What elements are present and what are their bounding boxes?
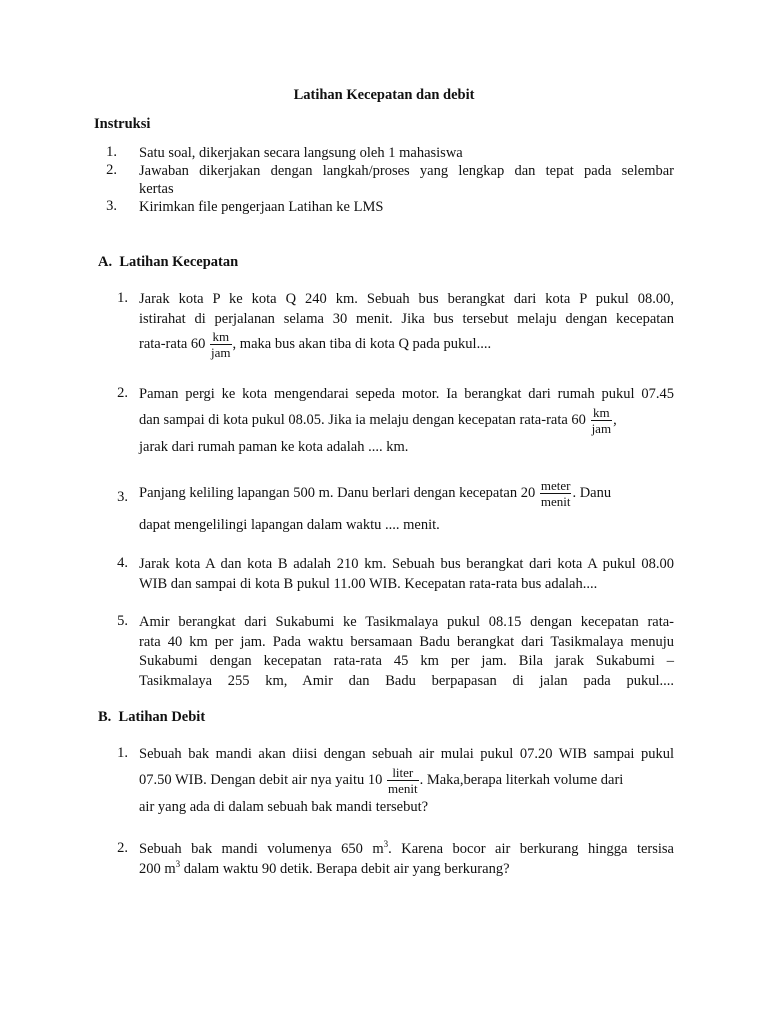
question-line	[139, 840, 674, 860]
question-text: Sebuah bak mandi volumenya 650 m	[139, 841, 384, 857]
fraction-km-per-jam	[210, 329, 232, 360]
instruction-line: kertas	[139, 181, 174, 197]
question-line: jarak dari rumah paman ke kota adalah .... km.	[139, 438, 409, 455]
question-number: 2.	[117, 385, 128, 401]
question-line: dapat mengelilingi lapangan dalam waktu .... menit.	[139, 517, 440, 533]
question-a1	[139, 290, 674, 360]
question-number: 3.	[117, 489, 128, 505]
section-heading-b: B. Latihan Debit	[98, 709, 206, 725]
question-line: Tasikmalaya 255 km, Amir dan Badu berpapasan di jalan pada pukul....	[139, 672, 674, 689]
fraction-numerator: km	[210, 329, 232, 345]
section-heading-a: A. Latihan Kecepatan	[98, 254, 239, 270]
instruction-number: 3.	[106, 198, 117, 214]
question-number: 1.	[117, 290, 128, 306]
fraction-denominator: menit	[387, 780, 418, 796]
question-b2	[139, 840, 674, 879]
instruction-number: 2.	[106, 162, 117, 178]
question-line: istirahat di perjalanan selama 30 menit. Jika bus tersebut melaju dengan kecepatan	[139, 310, 674, 327]
question-line	[139, 329, 674, 360]
superscript: 3	[383, 839, 389, 850]
question-text: dalam waktu 90 detik. Berapa debit air yang berkurang?	[180, 860, 510, 877]
question-number: 4.	[117, 555, 128, 571]
question-a3	[139, 478, 674, 534]
question-a4	[139, 555, 674, 594]
fraction-prefix: dan sampai di kota pukul 08.05. Jika ia melaju dengan kecepatan rata-rata 60	[139, 411, 586, 428]
question-line	[139, 860, 674, 880]
question-line: Sukabumi dengan kecepatan rata-rata 45 km per jam. Bila jarak Sukabumi –	[139, 653, 674, 669]
fraction-numerator: liter	[387, 765, 419, 781]
fraction-km-per-jam	[591, 405, 613, 436]
question-line: rata 40 km per jam. Pada waktu bersamaan Badu berangkat dari Tasikmalaya menuju	[139, 633, 674, 650]
fraction-denominator: jam	[591, 420, 612, 436]
fraction-suffix: . Danu	[572, 484, 612, 501]
question-line: Jarak kota A dan kota B adalah 210 km. Sebuah bus berangkat dari kota A pukul 08.00	[139, 556, 674, 572]
fraction-denominator: jam	[211, 345, 231, 360]
question-a5	[139, 613, 674, 691]
question-text: 200 m	[139, 860, 176, 877]
fraction-prefix: Panjang keliling lapangan 500 m. Danu berlari dengan kecepatan 20	[139, 484, 536, 501]
instruction-item: Satu soal, dikerjakan secara langsung oleh 1 mahasiswa	[139, 145, 463, 161]
question-line: Sebuah bak mandi akan diisi dengan sebuah air mulai pukul 07.20 WIB sampai pukul	[139, 746, 674, 762]
fraction-suffix: . Maka,berapa literkah volume dari	[419, 771, 624, 788]
question-number: 5.	[117, 613, 128, 629]
fraction-meter-per-menit	[540, 478, 572, 509]
fraction-suffix: , maka bus akan tiba di kota Q pada pukul....	[232, 335, 492, 352]
fraction-numerator: km	[591, 405, 613, 421]
instruction-item	[139, 162, 674, 198]
question-line: air yang ada di dalam sebuah bak mandi tersebut?	[139, 798, 429, 815]
page-title: Latihan Kecepatan dan debit	[293, 87, 475, 103]
fraction-denominator: menit	[540, 494, 571, 509]
question-line: WIB dan sampai di kota B pukul 11.00 WIB. Kecepatan rata-rata bus adalah....	[139, 575, 598, 592]
question-line	[139, 478, 674, 509]
instruction-number: 1.	[106, 144, 117, 160]
instruction-item: Kirimkan file pengerjaan Latihan ke LMS	[139, 199, 384, 215]
question-line: Amir berangkat dari Sukabumi ke Tasikmalaya pukul 08.15 dengan kecepatan rata-	[139, 614, 674, 630]
question-line	[139, 765, 674, 796]
question-a2	[139, 385, 674, 456]
question-b1	[139, 745, 674, 816]
fraction-liter-per-menit	[387, 765, 419, 796]
superscript: 3	[175, 858, 181, 869]
question-number: 2.	[117, 840, 128, 856]
question-number: 1.	[117, 745, 128, 761]
fraction-numerator: meter	[540, 478, 571, 493]
question-line	[139, 405, 674, 436]
fraction-suffix: ,	[613, 411, 617, 428]
fraction-prefix: rata-rata 60	[139, 335, 206, 352]
fraction-prefix: 07.50 WIB. Dengan debit air nya yaitu 10	[139, 771, 383, 788]
question-line: Jarak kota P ke kota Q 240 km. Sebuah bus berangkat dari kota P pukul 08.00,	[139, 291, 674, 307]
instruction-line: Jawaban dikerjakan dengan langkah/proses yang lengkap dan tepat pada selembar	[139, 163, 674, 179]
question-text: . Karena bocor air berkurang hingga tersisa	[388, 841, 674, 857]
instructions-heading: Instruksi	[94, 116, 151, 132]
question-line: Paman pergi ke kota mengendarai sepeda motor. Ia berangkat dari rumah pukul 07.45	[139, 386, 674, 402]
